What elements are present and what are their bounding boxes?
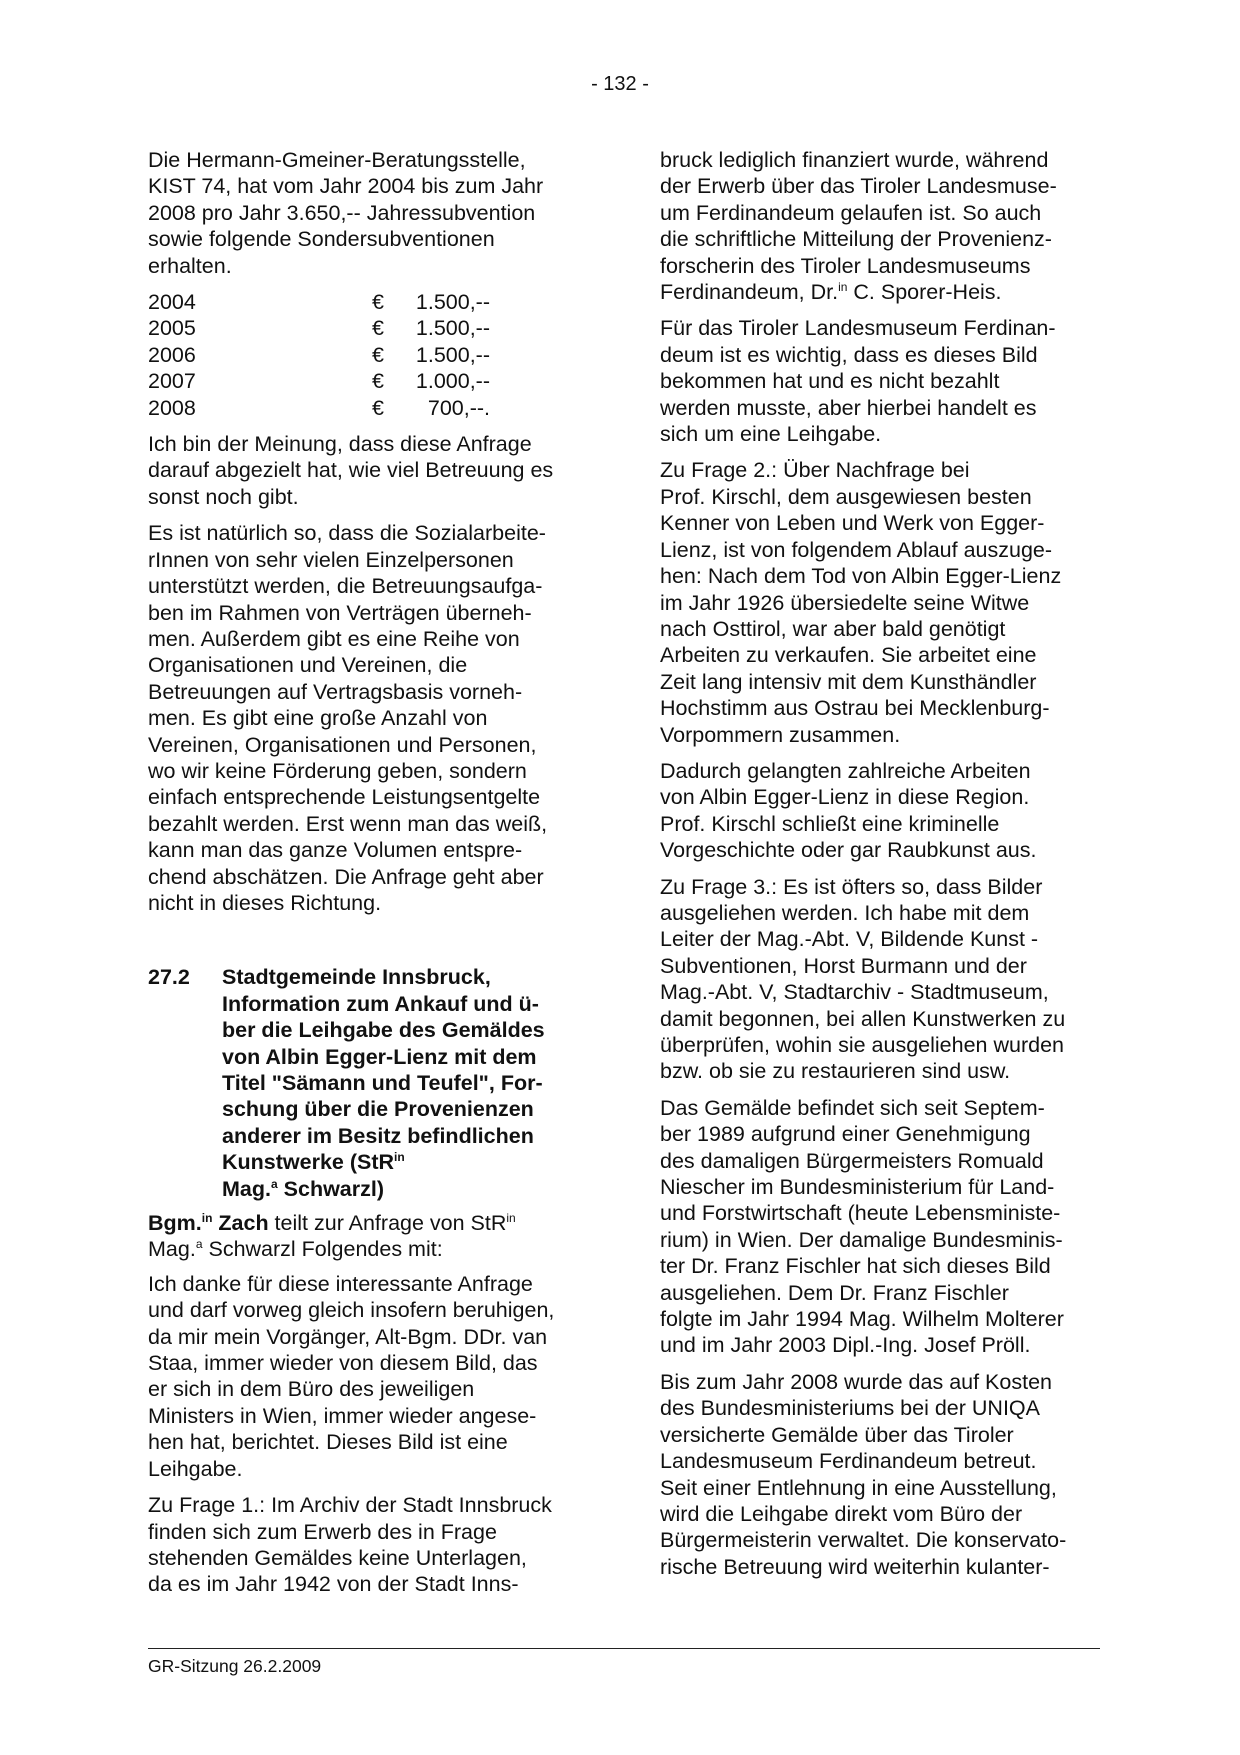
- left-column: [148, 147, 584, 1608]
- subsidy-row: [148, 395, 490, 421]
- opinion-paragraph: Ich bin der Meinung, dass diese Anfrage darauf abgezielt hat, wie viel Betreuung es sonst noch gibt.: [148, 432, 554, 509]
- subsidy-year: 2007: [148, 369, 196, 394]
- intro-paragraph: Die Hermann-Gmeiner-Beratungsstelle, KIST 74, hat vom Jahr 2004 bis zum Jahr 2008 pro Jahr 3.650,-- Jahressubvention sowie folgende Sondersubventionen erhalten.: [148, 148, 544, 278]
- question-3-paragraph: Zu Frage 3.: Es ist öfters so, dass Bilder ausgeliehen werden. Ich habe mit dem Leiter der Mag.-Abt. V, Bildende Kunst - Subventionen, Horst Burmann und der Mag.-Abt. V, Stadtarchiv - Stadtmuseum, damit begonnen, bei allen Kunstwerken zu überprüfen, wohin sie ausgeliehen wurden bzw. ob sie zu restaurieren sind usw.: [660, 874, 1066, 1084]
- continuation-paragraph: [660, 147, 1100, 305]
- subsidy-table: [148, 289, 490, 421]
- subsidy-currency: €: [372, 316, 384, 341]
- section-title-superscript: in: [394, 1150, 405, 1165]
- bgm-superscript-2: in: [506, 1210, 516, 1225]
- section-heading: [148, 964, 584, 1202]
- footer-text: GR-Sitzung 26.2.2009: [148, 1656, 322, 1676]
- bgm-mag: Mag.: [148, 1237, 196, 1262]
- subsidy-year: 2005: [148, 316, 196, 341]
- region-paragraph: Dadurch gelangten zahlreiche Arbeiten von Albin Egger-Lienz in diese Region. Prof. Kirschl schließt eine kriminelle Vorgeschichte oder gar Raubkunst aus.: [660, 758, 1037, 863]
- mayor-intro-paragraph: [148, 1210, 584, 1263]
- thanks-paragraph: Ich danke für diese interessante Anfrage und darf vorweg gleich insofern beruhigen, da mir mein Vorgänger, Alt-Bgm. DDr. van Staa, immer wieder von diesem Bild, das er sich in dem Büro des jeweiligen Ministers in Wien, immer wieder angese- hen hat, berichtet. Dieses Bild ist eine Leihgabe.: [148, 1271, 555, 1481]
- subsidy-amount: 1.500,--: [415, 342, 490, 367]
- continuation-end: C. Sporer-Heis.: [847, 280, 1002, 305]
- question-1-paragraph: Zu Frage 1.: Im Archiv der Stadt Innsbruck finden sich zum Erwerb des in Frage stehenden Gemäldes keine Unterlagen, da es im Jahr 1942 von der Stadt Inns-: [148, 1493, 552, 1597]
- section-title: [222, 964, 584, 1202]
- subsidy-year: 2006: [148, 342, 196, 367]
- subsidy-currency: €: [372, 290, 384, 315]
- subsidy-row: [148, 315, 490, 341]
- subsidy-row: [148, 368, 490, 394]
- bgm-text-2: Schwarzl Folgendes mit:: [202, 1237, 443, 1262]
- section-number: 27.2: [148, 965, 190, 990]
- subsidy-currency: €: [372, 369, 384, 394]
- page-number: - 132 -: [591, 73, 649, 95]
- right-column: [660, 147, 1100, 1590]
- subsidy-amount: 1.000,--: [415, 369, 490, 394]
- section-title-text: Stadtgemeinde Innsbruck, Information zum Ankauf und ü- ber die Leihgabe des Gemäldes von Albin Egger-Lienz mit dem Titel "Sämann und Teufel", For- schung über die Provenienzen anderer im Besitz befindlichen Kunstwerke (StR: [222, 965, 545, 1175]
- section-title-superscript-a: a: [270, 1176, 278, 1191]
- bgm-text-1: teilt zur Anfrage von StR: [268, 1211, 507, 1236]
- museum-paragraph: Für das Tiroler Landesmuseum Ferdinan- deum ist es wichtig, dass es dieses Bild bekommen hat und es nicht bezahlt werden musste, aber hierbei handelt es sich um eine Leihgabe.: [660, 316, 1056, 447]
- subsidy-year: 2008: [148, 395, 196, 420]
- continuation-superscript: in: [838, 279, 848, 294]
- subsidy-amount: 1.500,--: [415, 290, 490, 315]
- continuation-text: bruck lediglich finanziert wurde, während der Erwerb über das Tiroler Landesmuse- um Ferdinandeum gelaufen ist. So auch die schriftliche Mitteilung der Provenienz- forscherin des Tiroler Landesmuseums Ferdinandeum, Dr.: [660, 148, 1057, 305]
- subsidy-year: 2004: [148, 290, 196, 315]
- footer-divider: [148, 1648, 1100, 1649]
- subsidy-row: [148, 289, 490, 315]
- section-title-mag: Mag.: [222, 1176, 271, 1201]
- bgm-name: Zach: [212, 1211, 269, 1236]
- social-workers-paragraph: Es ist natürlich so, dass die Sozialarbeite- rInnen von sehr vielen Einzelpersonen unterstützt werden, die Betreuungsaufga- ben im Rahmen von Verträgen überneh- men. Außerdem gibt es eine Reihe von Organisationen und Vereinen, die Betreuungen auf Vertragsbasis vorneh- men. Es gibt eine große Anzahl von Vereinen, Organisationen und Personen, wo wir keine Förderung geben, sondern einfach entsprechende Leistungsentgelte bezahlt werden. Erst wenn man das weiß, kann man das ganze Volumen entspre- chend abschätzen. Die Anfrage geht aber nicht in dieses Richtung.: [148, 521, 548, 915]
- question-2-paragraph: Zu Frage 2.: Über Nachfrage bei Prof. Kirschl, dem ausgewiesen besten Kenner von Leben und Werk von Egger- Lienz, ist von folgendem Ablauf auszuge- hen: Nach dem Tod von Albin Egger-Lienz im Jahr 1926 übersiedelte seine Witwe nach Osttirol, war aber bald genötigt Arbeiten zu verkaufen. Sie arbeitet eine Zeit lang intensiv mit dem Kunsthändler Hochstimm aus Ostrau bei Mecklenburg- Vorpommern zusammen.: [660, 458, 1062, 747]
- subsidy-row: [148, 342, 490, 368]
- painting-location-paragraph: Das Gemälde befindet sich seit Septem- ber 1989 aufgrund einer Genehmigung des damaligen Bürgermeisters Romuald Niescher im Bundesministerium für Land- und Forstwirtschaft (heute Lebensministe- rium) in Wien. Der damalige Bundesminis- ter Dr. Franz Fischler hat sich dieses Bild ausgeliehen. Dem Dr. Franz Fischler folgte im Jahr 1994 Mag. Wilhelm Molterer und im Jahr 2003 Dipl.-Ing. Josef Pröll.: [660, 1095, 1064, 1358]
- bgm-superscript-3: a: [195, 1237, 203, 1252]
- bgm-superscript: in: [201, 1210, 213, 1225]
- subsidy-amount: 1.500,--: [415, 316, 490, 341]
- subsidy-amount: 700,--.: [427, 395, 490, 420]
- subsidy-currency: €: [372, 342, 384, 367]
- section-title-end: Schwarzl): [277, 1176, 385, 1201]
- year-2008-paragraph: Bis zum Jahr 2008 wurde das auf Kosten des Bundesministeriums bei der UNIQA versicherte Gemälde über das Tiroler Landesmuseum Ferdinandeum betreut. Seit einer Entlehnung in eine Ausstellung, wird die Leihgabe direkt vom Büro der Bürgermeisterin verwaltet. Die konservato- rische Betreuung wird weiterhin kulanter-: [660, 1369, 1067, 1579]
- subsidy-currency: €: [372, 395, 384, 420]
- bgm-label: Bgm.: [148, 1211, 202, 1236]
